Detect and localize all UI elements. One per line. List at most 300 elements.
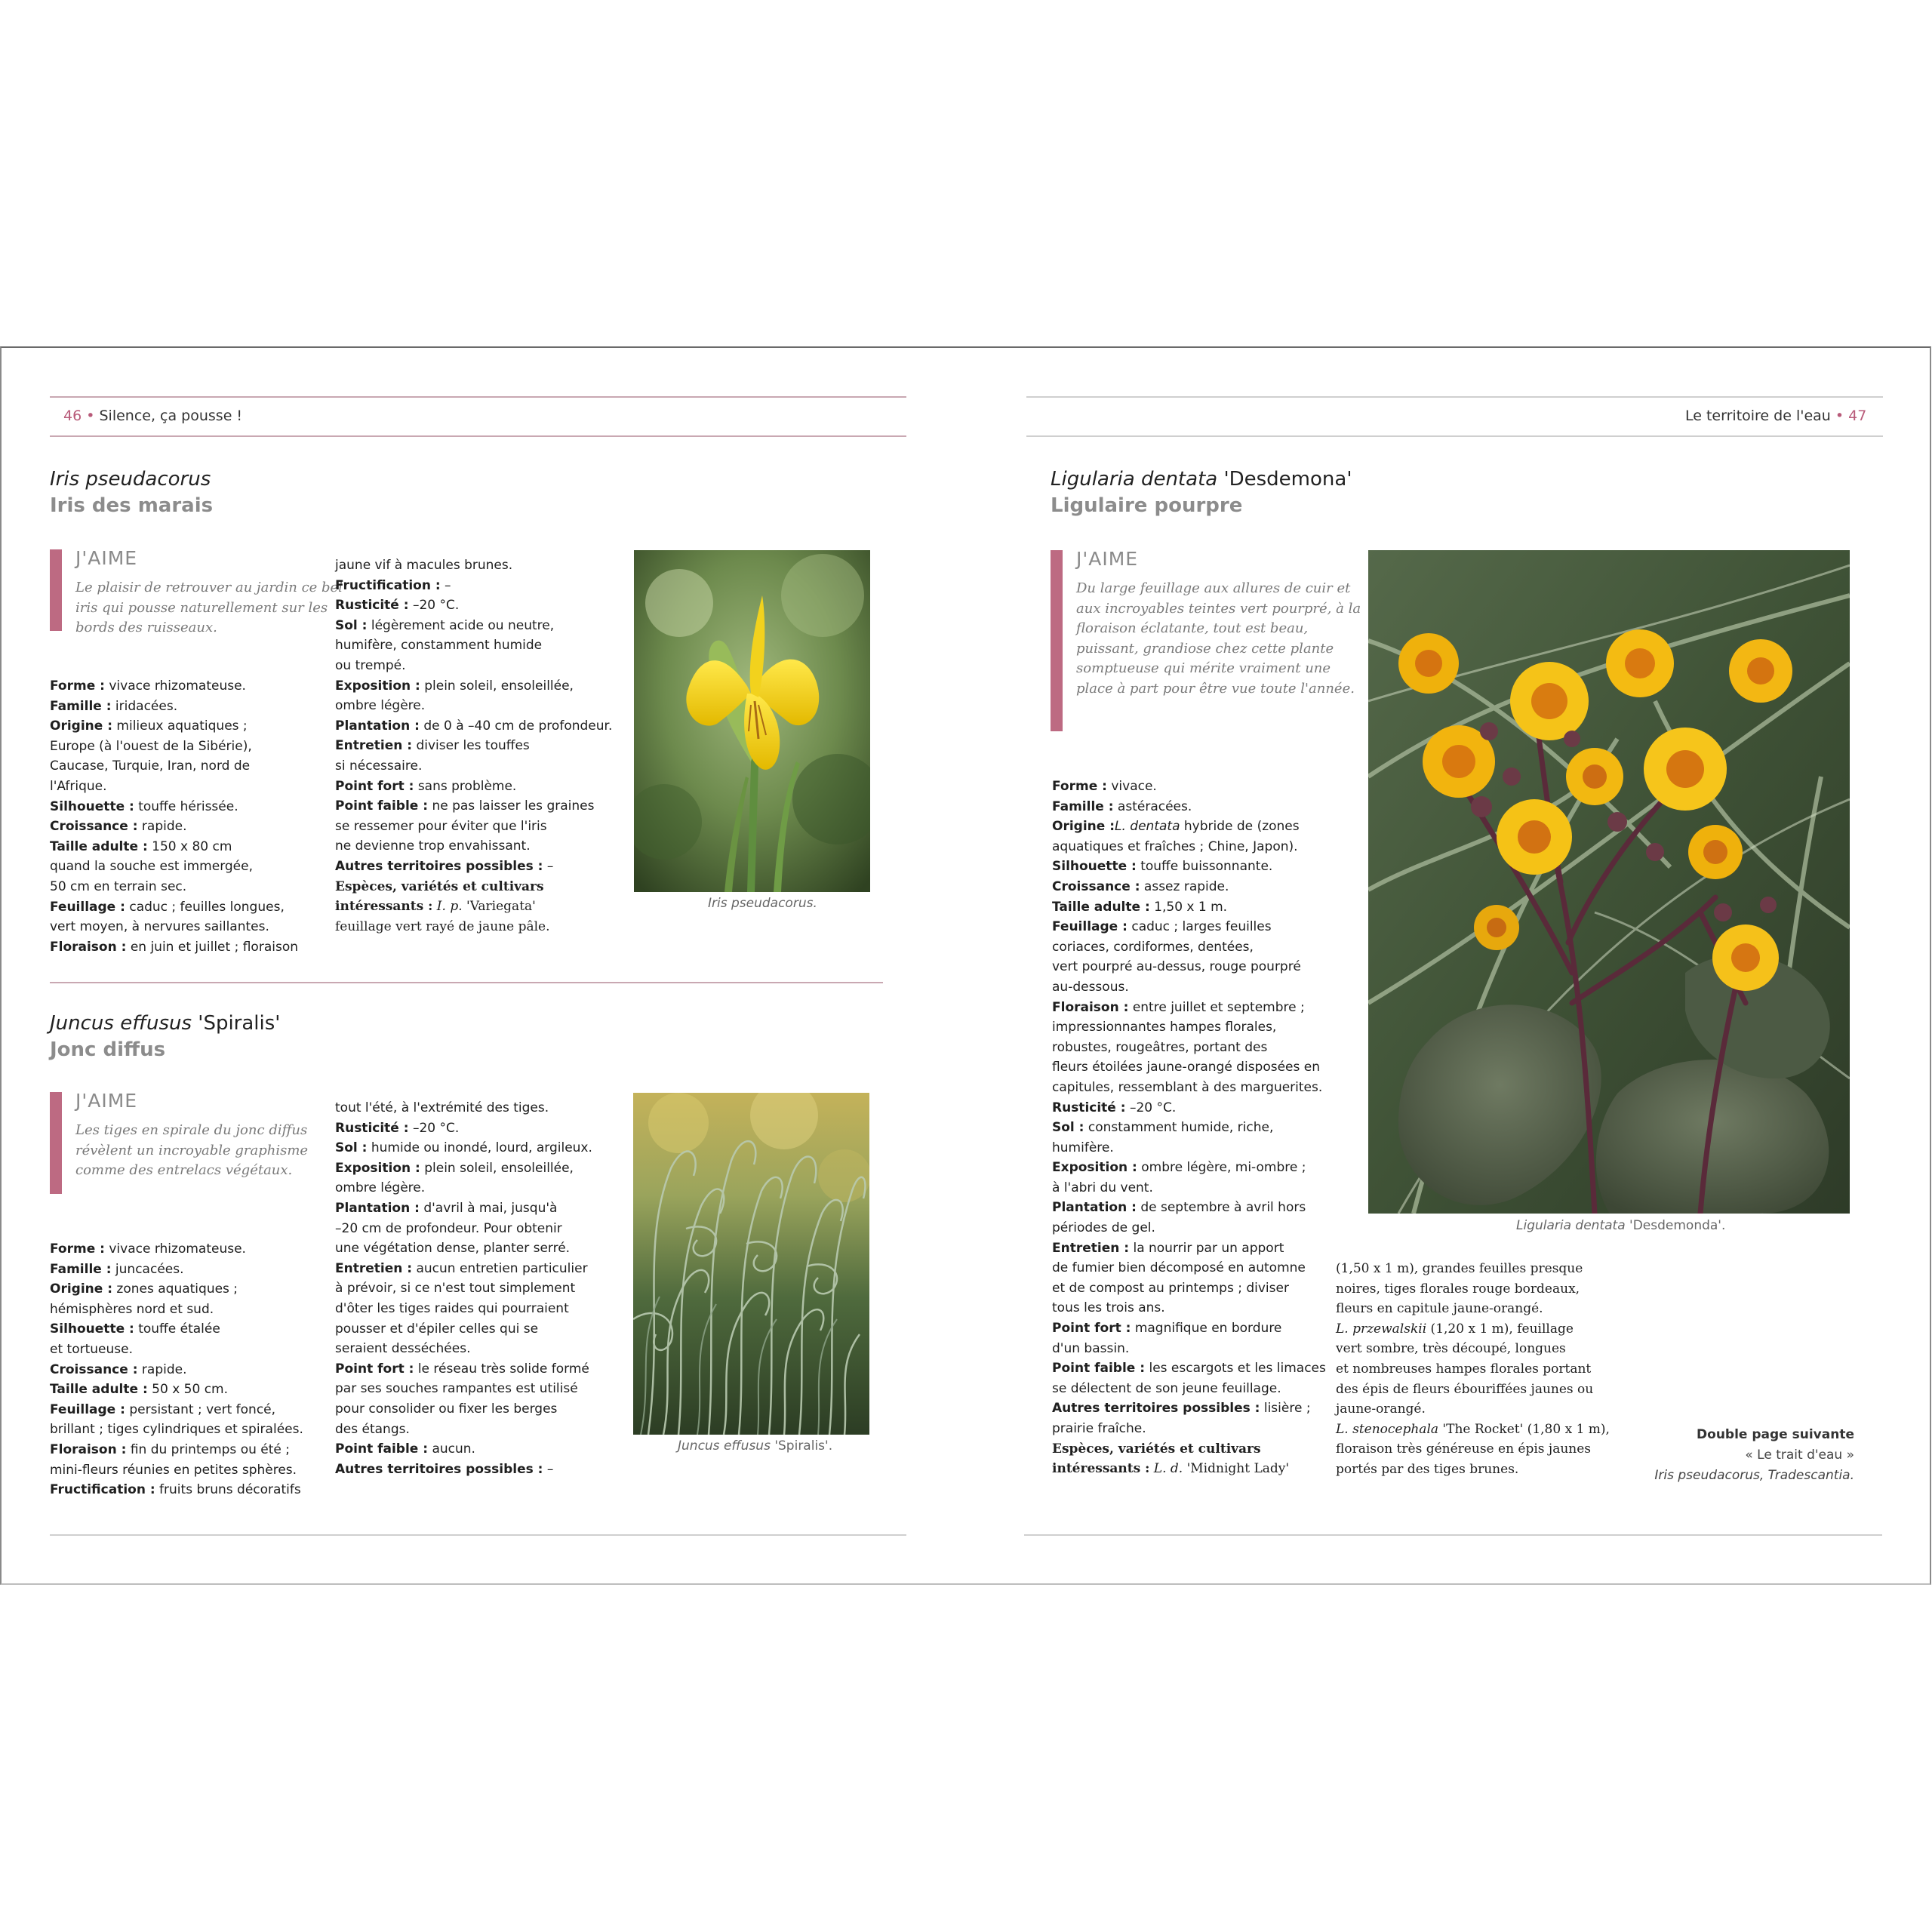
spec-label: Fructification : <box>335 577 441 593</box>
spec-line <box>50 857 298 877</box>
spec-value: –20 cm de profondeur. Pour obtenir <box>335 1220 562 1236</box>
spec-line <box>335 656 612 676</box>
spec-value: coriaces, cordiformes, dentées, <box>1052 939 1254 955</box>
spec-value: hybride de <box>1180 819 1257 835</box>
spec-line <box>335 917 612 937</box>
entry-separator <box>50 982 883 983</box>
spec-value: jaune-orangé. <box>1336 1401 1426 1417</box>
spec-label: Sol : <box>335 1140 368 1156</box>
header-rule-top-right <box>1026 396 1883 398</box>
entry-scientific-name: Iris pseudacorus <box>50 468 211 491</box>
spec-value: (zones <box>1257 819 1300 835</box>
spec-label: Forme : <box>1052 779 1107 794</box>
spec-label: Origine : <box>1052 819 1115 835</box>
juncus-plant-image <box>633 1093 869 1435</box>
jaime-accent-bar <box>50 549 62 631</box>
spec-line <box>335 897 612 917</box>
spec-label: Floraison : <box>50 1441 127 1457</box>
spec-value: tous les trois ans. <box>1052 1300 1165 1316</box>
spec-label: Plantation : <box>335 718 420 734</box>
spec-value: des étangs. <box>335 1421 410 1437</box>
spec-italic: I. p. <box>432 899 463 915</box>
spec-value: prairie fraîche. <box>1052 1421 1146 1436</box>
spec-label: Sol : <box>335 617 368 633</box>
spec-line <box>1052 877 1326 897</box>
spec-value: d'un bassin. <box>1052 1340 1130 1356</box>
spec-value: pousser et d'épiler celles qui se <box>335 1321 539 1337</box>
spec-label: Taille adulte : <box>50 1382 148 1398</box>
spec-line <box>1336 1359 1610 1380</box>
spec-line <box>1336 1380 1610 1400</box>
spec-line <box>1336 1319 1610 1340</box>
spec-line <box>335 595 612 616</box>
spec-line <box>50 737 298 757</box>
spec-label: Exposition : <box>335 678 420 694</box>
next-spread-label: Double page suivante <box>1697 1427 1854 1442</box>
spec-value: se ressemer pour éviter que l'iris <box>335 818 547 834</box>
spec-value: de 0 à –40 cm de profondeur. <box>419 718 613 734</box>
spec-line <box>50 917 298 937</box>
spec-label: Floraison : <box>1052 999 1129 1015</box>
spec-line <box>1052 1017 1326 1038</box>
spec-line <box>335 756 612 777</box>
header-rule-bottom-right <box>1026 435 1883 437</box>
spec-line <box>50 837 298 857</box>
spec-label: Entretien : <box>335 1260 413 1276</box>
entry-common-name: Jonc diffus <box>50 1038 166 1061</box>
entry-common-name: Iris des marais <box>50 494 214 517</box>
spec-value: une végétation dense, planter serré. <box>335 1241 571 1257</box>
spec-value: de fumier bien décomposé en automne <box>1052 1260 1306 1276</box>
next-spread-note <box>1654 1425 1854 1486</box>
spec-value: ombre légère. <box>335 698 426 714</box>
spec-label: Exposition : <box>1052 1160 1137 1176</box>
spec-value: juncacées. <box>111 1261 184 1277</box>
spec-value: de septembre à avril hors <box>1136 1200 1306 1216</box>
spec-line <box>335 1259 592 1279</box>
spec-line <box>1336 1420 1610 1440</box>
spec-value: humide ou inondé, lourd, argileux. <box>367 1140 592 1156</box>
spec-line <box>50 877 298 897</box>
spec-line <box>335 1460 592 1480</box>
spec-line <box>335 555 612 576</box>
spec-value: 150 x 80 cm <box>147 838 232 854</box>
spec-label: Point faible : <box>335 1441 429 1457</box>
spec-line <box>1336 1339 1610 1359</box>
spec-line <box>1052 897 1326 918</box>
spec-label: Plantation : <box>1052 1200 1137 1216</box>
spec-value: touffe buissonnante. <box>1136 859 1273 875</box>
spec-line <box>1052 998 1326 1018</box>
spec-line <box>1052 857 1326 877</box>
spec-value: 50 cm en terrain sec. <box>50 878 187 894</box>
spec-line <box>335 616 612 636</box>
spec-line <box>1052 1178 1326 1198</box>
spec-label: Origine : <box>50 718 113 734</box>
spec-value: 'The Rocket' (1,80 x 1 m), <box>1438 1421 1610 1437</box>
spec-line <box>1336 1279 1610 1300</box>
spec-label: Espèces, variétés et cultivars <box>1052 1441 1261 1457</box>
spec-line <box>335 1098 592 1118</box>
spec-line <box>50 1460 303 1481</box>
header-rule-top-left <box>50 396 906 398</box>
spec-line <box>50 1400 303 1420</box>
spec-value: des épis de fleurs ébouriffées jaunes ou <box>1336 1381 1594 1397</box>
spec-label: Autres territoires possibles : <box>335 858 543 874</box>
spec-line <box>50 1279 303 1300</box>
spec-value: noires, tiges florales rouge bordeaux, <box>1336 1281 1580 1297</box>
spec-label: Point fort : <box>335 778 414 794</box>
spec-value: lisière ; <box>1260 1401 1311 1417</box>
spec-line <box>1336 1259 1610 1279</box>
spec-label: Plantation : <box>335 1200 420 1216</box>
spec-line <box>335 1138 592 1158</box>
spec-value: ne devienne trop envahissant. <box>335 838 531 854</box>
spec-label: Fructification : <box>50 1482 155 1498</box>
spec-line <box>50 1319 303 1340</box>
jaime-quote: Du large feuillage aux allures de cuir et aux incroyables teintes vert pourpré, à la floraison éclatante, tout est beau, puissant, grandiose chez cette plante somptueuse qui mérite vraiment une place à part pour être vue toute l'année. <box>1076 580 1361 697</box>
spec-line <box>50 716 298 737</box>
running-title-right: Le territoire de l'eau <box>1685 408 1831 424</box>
spec-value: ombre légère, mi-ombre ; <box>1137 1160 1306 1176</box>
spec-value: fleurs étoilées jaune-orangé disposées en <box>1052 1060 1321 1075</box>
spec-value: les escargots et les limaces <box>1145 1361 1326 1377</box>
spec-value: périodes de gel. <box>1052 1220 1155 1236</box>
page-number-right: 47 <box>1848 408 1867 424</box>
running-head-right: Le territoire de l'eau • 47 <box>1685 408 1867 424</box>
spec-value: fleurs en capitule jaune-orangé. <box>1336 1301 1543 1317</box>
entry-common-name: Ligulaire pourpre <box>1051 494 1243 517</box>
spec-line <box>1052 977 1326 998</box>
spec-label: Point faible : <box>335 798 429 814</box>
spec-value: d'ôter les tiges raides qui pourraient <box>335 1300 569 1316</box>
spec-line <box>1336 1399 1610 1420</box>
spec-line <box>1052 797 1326 817</box>
spec-value: capitules, ressemblant à des marguerites. <box>1052 1079 1323 1095</box>
spec-line <box>1052 937 1326 958</box>
running-title-left: Silence, ça pousse ! <box>99 408 243 424</box>
spec-line <box>335 1359 592 1380</box>
entry-data-column-2 <box>335 555 612 937</box>
spec-line <box>1052 1198 1326 1218</box>
spec-line <box>50 1480 303 1500</box>
spec-label: intéressants : <box>1052 1461 1150 1477</box>
spec-value: caduc ; feuilles longues, <box>125 899 285 915</box>
spec-line <box>50 1380 303 1400</box>
spec-value: –20 °C. <box>408 1120 460 1136</box>
spec-label: Entretien : <box>335 738 413 754</box>
spec-line <box>1052 1118 1326 1138</box>
spec-line <box>335 857 612 877</box>
spec-label: Famille : <box>50 698 112 714</box>
spec-line <box>335 817 612 837</box>
spec-value: et de compost au printemps ; diviser <box>1052 1280 1289 1296</box>
spec-value: Caucase, Turquie, Iran, nord de <box>50 758 251 774</box>
spec-line <box>1052 1138 1326 1158</box>
spec-value: Europe (à l'ouest de la Sibérie), <box>50 738 252 754</box>
spec-line <box>335 1420 592 1440</box>
spec-line <box>1052 1278 1326 1299</box>
spec-label: Sol : <box>1052 1120 1084 1136</box>
entry-data-column-1 <box>50 1239 303 1500</box>
spec-line <box>50 1340 303 1360</box>
spec-value: l'Afrique. <box>50 778 107 794</box>
spec-value: en juin et juillet ; floraison <box>126 939 298 955</box>
juncus-photo <box>633 1093 869 1435</box>
spec-label: Feuillage : <box>50 1401 125 1417</box>
iris-caption: Iris pseudacorus. <box>708 896 817 911</box>
spec-value: impressionnantes hampes florales, <box>1052 1020 1277 1035</box>
header-rule-bottom-left <box>50 435 906 437</box>
spec-value: 50 x 50 cm. <box>147 1382 228 1398</box>
spec-line <box>335 777 612 797</box>
spec-line <box>335 676 612 697</box>
spec-value: brillant ; tiges cylindriques et spiralées. <box>50 1422 303 1438</box>
spec-value: aucun. <box>428 1441 475 1457</box>
spec-value: pour consolider ou fixer les berges <box>335 1401 558 1417</box>
spec-label: Point fort : <box>335 1361 414 1377</box>
spec-line <box>335 716 612 737</box>
spec-line <box>50 1239 303 1260</box>
spec-value: constamment humide, riche, <box>1084 1120 1274 1136</box>
spec-value: d'avril à mai, jusqu'à <box>419 1200 558 1216</box>
spec-italic: L. przewalskii <box>1336 1321 1427 1337</box>
spec-label: Entretien : <box>1052 1240 1130 1256</box>
spec-value: iridacées. <box>111 698 178 714</box>
spec-line <box>50 777 298 797</box>
spec-line <box>335 836 612 857</box>
spec-line <box>335 1339 592 1359</box>
next-spread-subjects: Iris pseudacorus, Tradescantia. <box>1654 1468 1854 1483</box>
spec-value: assez rapide. <box>1140 878 1229 894</box>
spec-line <box>1052 1218 1326 1238</box>
spec-line <box>1052 957 1326 977</box>
ligularia-flower-image <box>1368 550 1850 1214</box>
spec-label: Exposition : <box>335 1160 420 1176</box>
spec-label: Feuillage : <box>50 899 125 915</box>
entry-scientific-name: Juncus effusus 'Spiralis' <box>50 1012 281 1035</box>
spec-line <box>335 1118 592 1139</box>
spec-line <box>1336 1299 1610 1319</box>
entry-data-column-1 <box>50 676 298 957</box>
spec-value: magnifique en bordure <box>1131 1321 1282 1337</box>
spec-label: Famille : <box>1052 798 1114 814</box>
spec-line <box>1052 1258 1326 1278</box>
spec-value: aquatiques et fraîches ; Chine, Japon). <box>1052 838 1298 854</box>
spec-line <box>50 937 298 958</box>
spec-value: zones aquatiques ; <box>112 1281 238 1297</box>
spec-value: ombre légère. <box>335 1180 426 1196</box>
spec-line <box>335 1238 592 1259</box>
spec-line <box>50 756 298 777</box>
spec-value: à l'abri du vent. <box>1052 1180 1153 1195</box>
spec-line <box>50 1260 303 1280</box>
spec-label: Feuillage : <box>1052 919 1128 935</box>
spec-line <box>335 1399 592 1420</box>
spec-label: Croissance : <box>50 819 138 835</box>
spec-line <box>335 1158 592 1179</box>
spec-line <box>1336 1439 1610 1460</box>
ligularia-caption: Ligularia dentata 'Desdemonda'. <box>1516 1218 1726 1233</box>
spec-value: et tortueuse. <box>50 1341 133 1357</box>
spec-value: (1,50 x 1 m), grandes feuilles presque <box>1336 1261 1583 1276</box>
spec-value: vert pourpré au-dessus, rouge pourpré <box>1052 959 1301 975</box>
spec-value: – <box>543 1461 554 1477</box>
spec-label: Point fort : <box>1052 1321 1131 1337</box>
spec-value: hémisphères nord et sud. <box>50 1301 214 1317</box>
spec-line <box>1052 1439 1326 1460</box>
spec-value: robustes, rougeâtres, portant des <box>1052 1039 1268 1055</box>
jaime-title: J'AIME <box>75 1090 138 1112</box>
spec-value: astéracées. <box>1113 798 1192 814</box>
spec-value: la nourrir par un apport <box>1129 1240 1284 1256</box>
spec-line <box>1052 777 1326 797</box>
spec-line <box>1052 917 1326 937</box>
spec-italic: L. dentata <box>1115 819 1180 835</box>
spec-label: Forme : <box>50 678 105 694</box>
spec-value: se délectent de son jeune feuillage. <box>1052 1380 1281 1396</box>
spec-label: Croissance : <box>50 1361 138 1377</box>
spec-label: Silhouette : <box>50 1321 134 1337</box>
spec-label: Espèces, variétés et cultivars <box>335 878 544 894</box>
spec-value: rapide. <box>137 819 187 835</box>
spec-line <box>1052 1339 1326 1359</box>
spec-line <box>50 676 298 697</box>
entry-scientific-name: Ligularia dentata 'Desdemona' <box>1051 468 1352 491</box>
spec-line <box>335 635 612 656</box>
spec-label: Rusticité : <box>335 1120 409 1136</box>
jaime-quote: Les tiges en spirale du jonc diffus révèlent un incroyable graphisme comme des entrelacs végétaux. <box>75 1122 309 1178</box>
spec-value: touffe étalée <box>134 1321 220 1337</box>
spec-value: et nombreuses hampes florales portant <box>1336 1361 1592 1377</box>
spec-line <box>50 897 298 918</box>
spec-value: jaune vif à macules brunes. <box>335 558 513 573</box>
spec-value: – <box>543 858 554 874</box>
spec-line <box>1052 1318 1326 1339</box>
spec-label: Rusticité : <box>335 598 409 614</box>
entry-data-column-2 <box>335 1098 592 1479</box>
spec-line <box>1052 1038 1326 1058</box>
spec-line <box>50 797 298 817</box>
spec-value: –20 °C. <box>408 598 460 614</box>
spec-value: milieux aquatiques ; <box>112 718 248 734</box>
spec-line <box>1052 1459 1326 1479</box>
spec-line <box>1052 1098 1326 1118</box>
spec-label: Forme : <box>50 1241 105 1257</box>
spec-line <box>50 1440 303 1460</box>
spec-value: caduc ; larges feuilles <box>1127 919 1272 935</box>
spec-line <box>1052 1398 1326 1419</box>
spec-value: aucun entretien particulier <box>412 1260 588 1276</box>
spec-value: ou trempé. <box>335 657 406 673</box>
spec-value: diviser les touffes <box>412 738 530 754</box>
spec-line <box>335 1319 592 1340</box>
spec-value: vivace. <box>1106 779 1157 794</box>
spec-label: Point faible : <box>1052 1361 1146 1377</box>
spec-label: Taille adulte : <box>50 838 148 854</box>
spec-line <box>1052 1158 1326 1178</box>
iris-photo <box>634 550 870 892</box>
spec-value: plein soleil, ensoleillée, <box>420 1160 574 1176</box>
spec-label: Croissance : <box>1052 878 1140 894</box>
spec-value: floraison très généreuse en épis jaunes <box>1336 1441 1592 1457</box>
jaime-quote: Le plaisir de retrouver au jardin ce bel iris qui pousse naturellement sur les bords des ruisseaux. <box>75 580 343 635</box>
spec-line <box>1052 1379 1326 1399</box>
spec-line <box>50 817 298 837</box>
spec-italic: L. stenocephala <box>1336 1421 1439 1437</box>
spec-value: vert moyen, à nervures saillantes. <box>50 919 269 935</box>
spec-line <box>335 1198 592 1219</box>
spec-line <box>335 576 612 596</box>
spec-label: Autres territoires possibles : <box>335 1461 543 1477</box>
spec-line <box>335 1379 592 1399</box>
spec-value: persistant ; vert foncé, <box>125 1401 276 1417</box>
spec-line <box>335 1219 592 1239</box>
spec-line <box>335 1299 592 1319</box>
spec-value: –20 °C. <box>1125 1100 1177 1115</box>
page-number-left: 46 <box>63 408 82 424</box>
spec-line <box>335 1278 592 1299</box>
spec-value: 'Variegata' <box>462 899 536 915</box>
spec-label: Silhouette : <box>1052 859 1137 875</box>
spec-line <box>1336 1460 1610 1480</box>
spec-value: si nécessaire. <box>335 758 423 774</box>
spec-line <box>1052 1298 1326 1318</box>
spec-value: sans problème. <box>414 778 517 794</box>
jaime-accent-bar <box>50 1092 62 1194</box>
spec-line <box>50 697 298 717</box>
spec-label: Origine : <box>50 1281 113 1297</box>
spec-line <box>335 1178 592 1198</box>
footer-rule-left <box>50 1534 906 1536</box>
spec-value: au-dessous. <box>1052 979 1129 995</box>
spec-value: portés par des tiges brunes. <box>1336 1461 1519 1477</box>
spec-line <box>335 696 612 716</box>
jaime-accent-bar <box>1051 550 1063 731</box>
spec-value: mini-fleurs réunies en petites sphères. <box>50 1462 297 1478</box>
spec-value: seraient desséchées. <box>335 1341 471 1357</box>
entry-data-column-2 <box>1336 1259 1610 1480</box>
spec-italic: L. d. <box>1149 1461 1183 1477</box>
spec-line <box>1052 1419 1326 1439</box>
spec-value: feuillage vert rayé de jaune pâle. <box>335 918 550 934</box>
spec-label: Famille : <box>50 1261 112 1277</box>
spec-value: (1,20 x 1 m), feuillage <box>1426 1321 1574 1337</box>
spec-value: entre juillet et septembre ; <box>1128 999 1305 1015</box>
spec-value: le réseau très solide formé <box>414 1361 589 1377</box>
spec-value: légèrement acide ou neutre, <box>367 617 555 633</box>
next-spread-title: « Le trait d'eau » <box>1745 1447 1854 1463</box>
spec-label: Taille adulte : <box>1052 899 1150 915</box>
spec-value: ne pas laisser les graines <box>428 798 595 814</box>
spec-value: quand la souche est immergée, <box>50 859 254 875</box>
spec-line <box>335 796 612 817</box>
spec-value: – <box>440 577 451 593</box>
spec-label: Floraison : <box>50 939 127 955</box>
spec-line <box>1052 837 1326 857</box>
spec-label: intéressants : <box>335 899 433 915</box>
spec-line <box>335 736 612 756</box>
spec-line <box>335 877 612 897</box>
entry-data-column-1 <box>1052 777 1326 1479</box>
spec-label: Silhouette : <box>50 798 134 814</box>
spec-label: Autres territoires possibles : <box>1052 1401 1260 1417</box>
spec-value: humifère, constamment humide <box>335 638 543 654</box>
spec-line <box>1052 1057 1326 1078</box>
spec-value: rapide. <box>137 1361 187 1377</box>
spec-value: fin du printemps ou été ; <box>126 1441 290 1457</box>
spec-line <box>50 1420 303 1440</box>
